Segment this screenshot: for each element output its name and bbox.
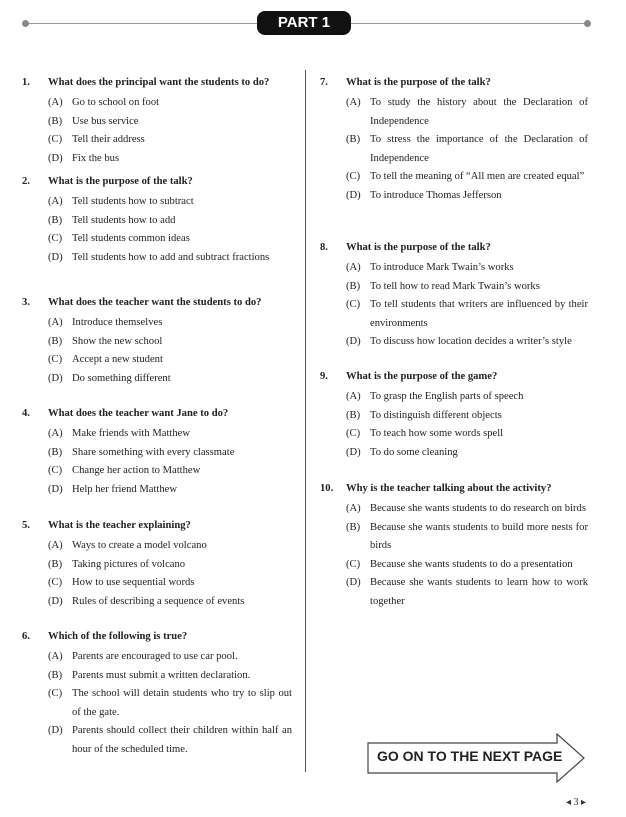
option-text: Tell students common ideas <box>72 233 190 245</box>
answer-option <box>22 249 294 268</box>
answer-option <box>22 113 294 132</box>
question-5 <box>22 517 294 611</box>
question-7 <box>320 74 590 206</box>
option-text: Tell students how to subtract <box>72 196 194 208</box>
question-10 <box>320 480 590 612</box>
option-letter: (B) <box>48 558 63 570</box>
question-3 <box>22 294 294 388</box>
question-8 <box>320 239 590 352</box>
next-page-label: GO ON TO THE NEXT PAGE <box>377 748 563 764</box>
question-number: 3. <box>22 297 30 308</box>
answer-option <box>22 150 294 169</box>
option-text: Parents are encouraged to use car pool. <box>72 651 238 663</box>
question-text: What is the purpose of the game? <box>346 371 498 382</box>
option-text: Use bus service <box>72 115 139 127</box>
option-text: Parents should collect their children within half an hour of the scheduled time. <box>72 725 292 756</box>
answer-option <box>22 351 294 370</box>
option-text: Because she wants students to build more nests for birds <box>370 521 588 552</box>
option-letter: (B) <box>346 280 361 292</box>
answer-option <box>320 333 590 352</box>
question-stem <box>22 294 294 313</box>
question-4 <box>22 405 294 499</box>
answer-option <box>22 722 294 759</box>
answer-option <box>320 259 590 278</box>
question-9 <box>320 368 590 462</box>
header-dot-right <box>584 20 591 27</box>
option-text: The school will detain students who try to slip out of the gate. <box>72 688 292 718</box>
option-letter: (B) <box>48 214 63 226</box>
option-text: To tell the meaning of “All men are created equal” <box>370 171 585 183</box>
option-text: How to use sequential words <box>72 577 195 589</box>
option-letter: (C) <box>346 171 361 183</box>
question-stem <box>320 239 590 258</box>
option-text: Because she wants students to learn how to work together <box>370 577 588 608</box>
answer-option <box>320 296 590 333</box>
header-dot-left <box>22 20 29 27</box>
option-letter: (D) <box>346 446 361 458</box>
answer-option <box>22 667 294 686</box>
answer-option <box>320 556 590 575</box>
option-text: To stress the importance of the Declaration of Independence <box>370 134 588 164</box>
option-text: Accept a new student <box>72 354 163 366</box>
question-text: What is the purpose of the talk? <box>346 77 491 88</box>
option-text: To teach how some words spell <box>370 428 504 440</box>
option-letter: (D) <box>346 577 361 589</box>
answer-option <box>22 593 294 612</box>
option-text: Tell their address <box>72 134 145 146</box>
option-letter: (A) <box>346 97 361 109</box>
answer-option <box>22 574 294 593</box>
column-divider <box>305 70 306 772</box>
question-number: 8. <box>320 242 328 253</box>
question-text: What does the teacher want the students to do? <box>48 297 262 308</box>
option-letter: (C) <box>346 299 361 311</box>
option-letter: (A) <box>48 97 63 109</box>
answer-option <box>320 500 590 519</box>
answer-option <box>22 648 294 667</box>
question-text: Why is the teacher talking about the activity? <box>346 483 552 494</box>
option-text: Show the new school <box>72 335 163 347</box>
answer-option <box>22 444 294 463</box>
answer-option <box>320 168 590 187</box>
option-text: Tell students how to add <box>72 214 176 226</box>
option-letter: (B) <box>48 115 63 127</box>
question-stem <box>320 74 590 93</box>
option-text: To discuss how location decides a writer’s style <box>370 336 572 348</box>
question-stem <box>22 74 294 93</box>
question-text: What does the principal want the students to do? <box>48 77 270 88</box>
option-letter: (B) <box>346 409 361 421</box>
question-stem <box>320 368 590 387</box>
question-stem <box>22 517 294 536</box>
question-number: 2. <box>22 176 30 187</box>
answer-option <box>22 94 294 113</box>
option-letter: (D) <box>346 336 361 348</box>
answer-option <box>22 193 294 212</box>
option-letter: (D) <box>48 595 63 607</box>
answer-option <box>22 425 294 444</box>
answer-option <box>22 314 294 333</box>
question-text: What is the purpose of the talk? <box>346 242 491 253</box>
question-text: Which of the following is true? <box>48 631 188 642</box>
answer-option <box>320 131 590 168</box>
option-letter: (C) <box>48 577 63 589</box>
option-letter: (C) <box>48 688 63 700</box>
option-text: Fix the bus <box>72 152 120 164</box>
option-text: Because she wants students to do a presentation <box>370 558 573 570</box>
option-letter: (B) <box>346 134 361 146</box>
answer-option <box>320 187 590 206</box>
answer-option <box>320 388 590 407</box>
question-number: 9. <box>320 371 328 382</box>
question-stem <box>22 628 294 647</box>
option-text: To do some cleaning <box>370 446 458 458</box>
option-letter: (D) <box>346 190 361 202</box>
option-text: To distinguish different objects <box>370 409 502 421</box>
answer-option <box>22 685 294 722</box>
answer-option <box>320 519 590 556</box>
option-text: Do something different <box>72 372 171 384</box>
option-text: To study the history about the Declaration of Independence <box>370 97 588 127</box>
option-text: Tell students how to add and subtract fractions <box>72 251 270 263</box>
question-number: 4. <box>22 408 30 419</box>
option-letter: (C) <box>48 233 63 245</box>
option-text: Taking pictures of volcano <box>72 558 186 570</box>
option-text: Because she wants students to do research on birds <box>370 503 586 515</box>
option-text: Go to school on foot <box>72 97 160 109</box>
option-letter: (A) <box>48 196 63 208</box>
answer-option <box>22 230 294 249</box>
option-letter: (D) <box>48 152 63 164</box>
option-letter: (B) <box>346 521 361 533</box>
question-text: What is the teacher explaining? <box>48 520 191 531</box>
part-title: PART 1 <box>257 11 351 35</box>
option-text: To introduce Thomas Jefferson <box>370 190 502 202</box>
question-text: What is the purpose of the talk? <box>48 176 193 187</box>
option-letter: (A) <box>346 391 361 403</box>
header-rule-left <box>25 23 258 24</box>
option-letter: (A) <box>48 540 63 552</box>
question-number: 1. <box>22 77 30 88</box>
option-letter: (A) <box>346 503 361 515</box>
answer-option <box>320 407 590 426</box>
option-text: Change her action to Matthew <box>72 465 201 477</box>
option-text: To grasp the English parts of speech <box>370 391 524 403</box>
option-letter: (C) <box>48 134 63 146</box>
option-text: To tell students that writers are influenced by their environments <box>370 299 588 329</box>
answer-option <box>320 444 590 463</box>
question-6 <box>22 628 294 760</box>
answer-option <box>22 481 294 500</box>
question-2 <box>22 173 294 267</box>
question-number: 7. <box>320 77 328 88</box>
option-letter: (C) <box>346 558 361 570</box>
option-text: Make friends with Matthew <box>72 428 190 440</box>
option-letter: (A) <box>48 428 63 440</box>
question-number: 5. <box>22 520 30 531</box>
option-text: Ways to create a model volcano <box>72 540 207 552</box>
page-number: ◂ 3 ▸ <box>566 797 587 808</box>
option-letter: (C) <box>346 428 361 440</box>
option-letter: (B) <box>48 446 63 458</box>
question-number: 10. <box>320 483 334 494</box>
option-letter: (D) <box>48 372 63 384</box>
answer-option <box>22 131 294 150</box>
option-text: Introduce themselves <box>72 317 163 329</box>
option-letter: (D) <box>48 251 63 263</box>
question-number: 6. <box>22 631 30 642</box>
header-rule-right <box>350 23 587 24</box>
question-1 <box>22 74 294 168</box>
answer-option <box>320 278 590 297</box>
option-letter: (D) <box>48 725 63 737</box>
answer-option <box>320 574 590 611</box>
option-text: Rules of describing a sequence of events <box>72 595 245 607</box>
option-letter: (A) <box>346 262 361 274</box>
option-letter: (B) <box>48 669 63 681</box>
question-stem <box>320 480 590 499</box>
option-letter: (D) <box>48 483 63 495</box>
question-text: What does the teacher want Jane to do? <box>48 408 229 419</box>
option-letter: (C) <box>48 465 63 477</box>
answer-option <box>22 462 294 481</box>
answer-option <box>22 537 294 556</box>
option-letter: (B) <box>48 335 63 347</box>
option-letter: (A) <box>48 317 63 329</box>
answer-option <box>22 370 294 389</box>
answer-option <box>22 333 294 352</box>
answer-option <box>320 94 590 131</box>
option-text: Parents must submit a written declaration. <box>72 669 251 681</box>
option-letter: (A) <box>48 651 63 663</box>
question-stem <box>22 405 294 424</box>
question-stem <box>22 173 294 192</box>
option-letter: (C) <box>48 354 63 366</box>
option-text: Help her friend Matthew <box>72 483 178 495</box>
answer-option <box>22 212 294 231</box>
option-text: To tell how to read Mark Twain’s works <box>370 280 540 292</box>
option-text: To introduce Mark Twain’s works <box>370 262 514 274</box>
answer-option <box>22 556 294 575</box>
answer-option <box>320 425 590 444</box>
option-text: Share something with every classmate <box>72 446 235 458</box>
